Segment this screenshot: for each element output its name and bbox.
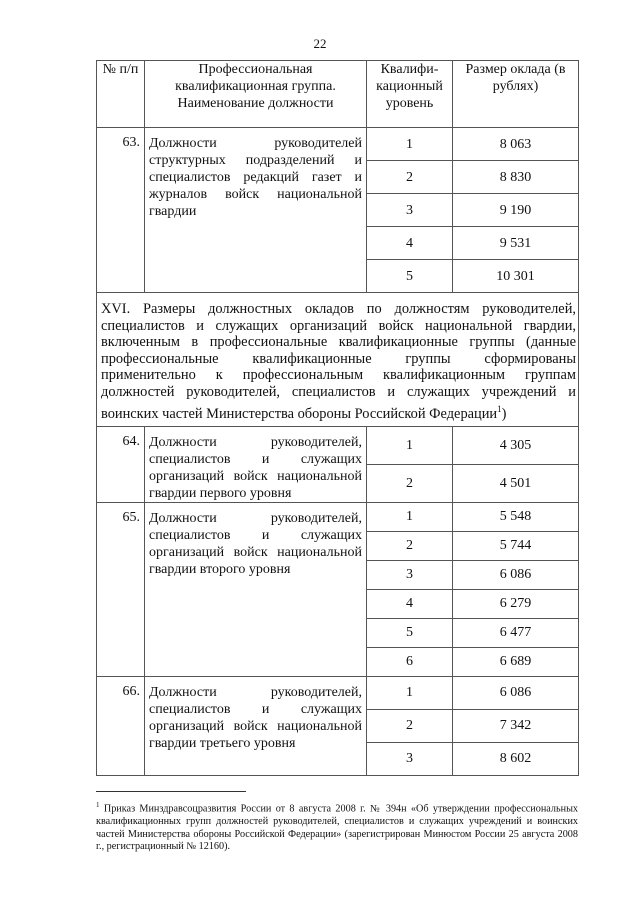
section-heading <box>97 293 579 427</box>
salary-cell: 6 086 <box>453 560 579 589</box>
salary-cell: 5 548 <box>453 502 579 531</box>
header-level: Квалифи-кационный уровень <box>367 61 453 128</box>
level-cell: 1 <box>367 128 453 161</box>
level-cell: 1 <box>367 502 453 531</box>
section-heading-close: ) <box>501 405 507 422</box>
header-salary: Размер оклада (в рублях) <box>453 61 579 128</box>
level-cell: 2 <box>367 464 453 502</box>
row-number: 63. <box>97 128 145 293</box>
level-cell: 4 <box>367 227 453 260</box>
level-cell: 3 <box>367 194 453 227</box>
position-name: Должности руководителей, специалистов и служащих организаций войск национальной гвардии второго уровня <box>145 502 367 676</box>
position-name: Должности руководителей, специалистов и служащих организаций войск национальной гвардии третьего уровня <box>145 676 367 775</box>
salary-cell: 4 305 <box>453 426 579 464</box>
page-number: 22 <box>313 36 327 51</box>
footnote <box>96 799 578 854</box>
table-row <box>97 128 579 161</box>
salary-cell: 4 501 <box>453 464 579 502</box>
salary-cell: 8 602 <box>453 742 579 775</box>
row-number: 64. <box>97 426 145 502</box>
position-name: Должности руководителей структурных подразделений и специалистов редакций газет и журналов войск национальной гвардии <box>145 128 367 293</box>
row-number: 66. <box>97 676 145 775</box>
section-heading-text: XVI. Размеры должностных окладов по должностям руководителей, специалистов и служащих организаций войск национальной гвардии, включенным в профессиональные квалификационные группы (данные профессиональные квалификационные группы сформированы применительно к профессиональным квалификационным группам должностей руководителей, специалистов и служащих учреждений и воинских частей Министерства обороны Российской Федерации <box>101 301 576 422</box>
level-cell: 3 <box>367 742 453 775</box>
salary-cell: 8 830 <box>453 161 579 194</box>
header-num: № п/п <box>97 61 145 128</box>
level-cell: 1 <box>367 426 453 464</box>
footnote-divider <box>96 791 246 792</box>
table-row <box>97 426 579 464</box>
salary-cell: 6 477 <box>453 618 579 647</box>
level-cell: 6 <box>367 647 453 676</box>
table-header-row <box>97 61 579 128</box>
row-number: 65. <box>97 502 145 676</box>
table-row <box>97 676 579 709</box>
level-cell: 2 <box>367 709 453 742</box>
level-cell: 3 <box>367 560 453 589</box>
header-group: Профессиональная квалификационная группа. Наименование должности <box>145 61 367 128</box>
level-cell: 5 <box>367 260 453 293</box>
salary-cell: 10 301 <box>453 260 579 293</box>
footnote-text: Приказ Минздравсоцразвития России от 8 августа 2008 г. № 394н «Об утверждении профессиональных квалификационных групп должностей руководителей, специалистов и служащих учреждений и воинских частей Министерства обороны Российской Федерации» (зарегистрирован Минюстом России 25 августа 2008 г., регистрационный № 12160). <box>96 803 579 853</box>
level-cell: 2 <box>367 531 453 560</box>
section-heading-row <box>97 293 579 427</box>
salary-table <box>96 60 579 776</box>
level-cell: 5 <box>367 618 453 647</box>
level-cell: 2 <box>367 161 453 194</box>
salary-cell: 6 689 <box>453 647 579 676</box>
footnote-mark: 1 <box>96 801 100 809</box>
salary-cell: 5 744 <box>453 531 579 560</box>
salary-cell: 9 190 <box>453 194 579 227</box>
salary-cell: 9 531 <box>453 227 579 260</box>
footnote-ref: 1 <box>497 403 502 414</box>
level-cell: 1 <box>367 676 453 709</box>
table-row <box>97 502 579 531</box>
level-cell: 4 <box>367 589 453 618</box>
salary-cell: 6 279 <box>453 589 579 618</box>
salary-cell: 8 063 <box>453 128 579 161</box>
salary-cell: 6 086 <box>453 676 579 709</box>
position-name: Должности руководителей, специалистов и служащих организаций войск национальной гвардии первого уровня <box>145 426 367 502</box>
salary-cell: 7 342 <box>453 709 579 742</box>
